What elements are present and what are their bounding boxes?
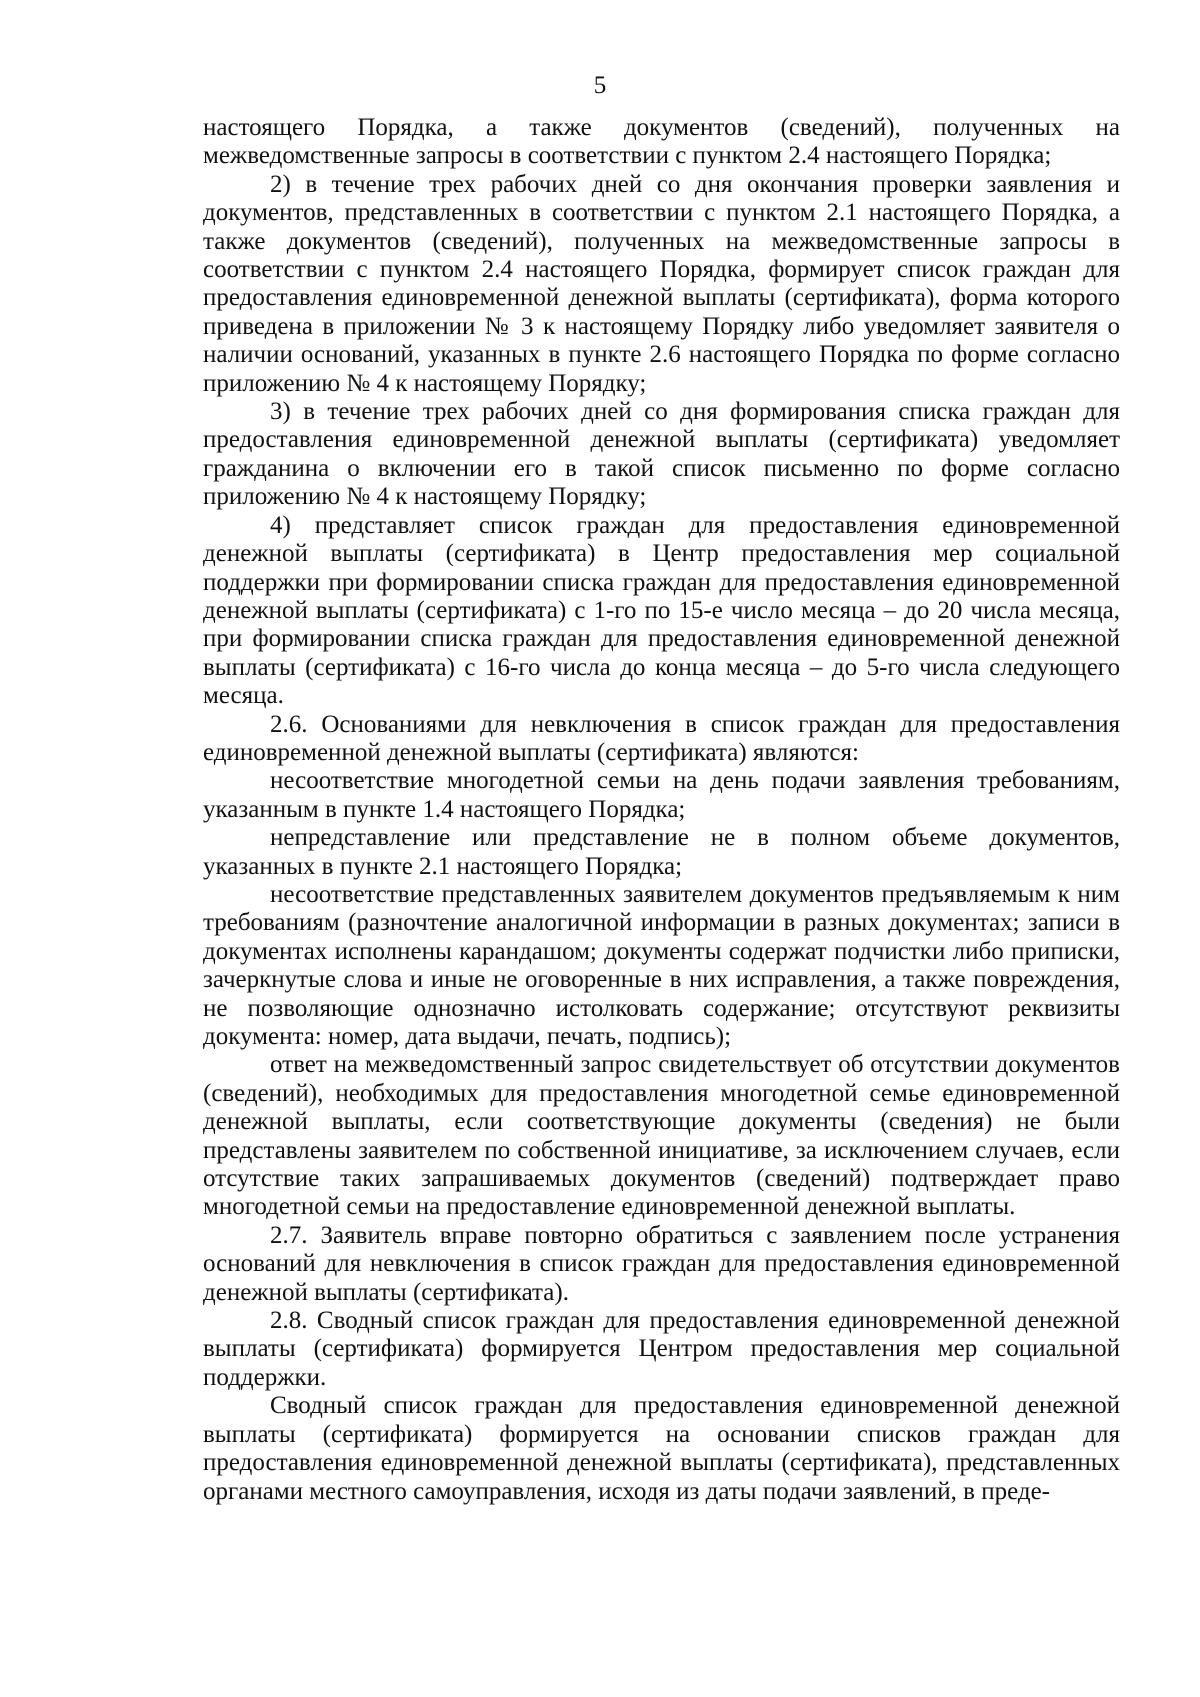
paragraph-continuation: настоящего Порядка, а также документов (сведений), полученных на межведомственные запросы в соответствии с пунктом 2.4 настоящего Порядка; (203, 114, 1120, 170)
paragraph-ground-4: ответ на межведомственный запрос свидетельствует об отсутствии документов (сведений), необходимых для предоставления многодетной семье единовременной денежной выплаты, если соответствующие документы (сведения) не были представлены заявителем по собственной инициативе, за исключением случаев, если отсутствие таких запрашиваемых документов (сведений) подтверждает право многодетной семьи на предоставление единовременной денежной выплаты. (203, 1051, 1120, 1221)
paragraph-section-2-6: 2.6. Основаниями для невключения в список граждан для предоставления единовременной денежной выплаты (сертификата) являются: (203, 710, 1120, 766)
paragraph-ground-2: непредставление или представление не в полном объеме документов, указанных в пункте 2.1 настоящего Порядка; (203, 824, 1120, 880)
paragraph-item-4: 4) представляет список граждан для предоставления единовременной денежной выплаты (сертификата) в Центр предоставления мер социальной поддержки при формировании списка граждан для предоставления единовременной денежной выплаты (сертификата) с 1-го по 15-е число месяца – до 20 числа месяца, при формировании списка граждан для предоставления единовременной денежной выплаты (сертификата) с 16-го числа до конца месяца – до 5-го числа следующего месяца. (203, 511, 1120, 710)
page-number: 5 (593, 72, 607, 99)
document-body (203, 114, 1120, 1506)
paragraph-item-2: 2) в течение трех рабочих дней со дня окончания проверки заявления и документов, представленных в соответствии с пунктом 2.1 настоящего Порядка, а также документов (сведений), полученных на межведомственные запросы в соответствии с пунктом 2.4 настоящего Порядка, формирует список граждан для предоставления единовременной денежной выплаты (сертификата), форма которого приведена в приложении № 3 к настоящему Порядку либо уведомляет заявителя о наличии оснований, указанных в пункте 2.6 настоящего Порядка по форме согласно приложению № 4 к настоящему Порядку; (203, 170, 1120, 397)
paragraph-section-2-8: 2.8. Сводный список граждан для предоставления единовременной денежной выплаты (сертификата) формируется Центром предоставления мер социальной поддержки. (203, 1307, 1120, 1391)
paragraph-ground-3: несоответствие представленных заявителем документов предъявляемым к ним требованиям (разночтение аналогичной информации в разных документах; записи в документах исполнены карандашом; документы содержат подчистки либо приписки, зачеркнутые слова и иные не оговоренные в них исправления, а также повреждения, не позволяющие однозначно истолковать содержание; отсутствуют реквизиты документа: номер, дата выдачи, печать, подпись); (203, 880, 1120, 1050)
paragraph-section-2-7: 2.7. Заявитель вправе повторно обратиться с заявлением после устранения оснований для невключения в список граждан для предоставления единовременной денежной выплаты (сертификата). (203, 1221, 1120, 1306)
paragraph-item-3: 3) в течение трех рабочих дней со дня формирования списка граждан для предоставления единовременной денежной выплаты (сертификата) уведомляет гражданина о включении его в такой список письменно по форме согласно приложению № 4 к настоящему Порядку; (203, 398, 1120, 511)
paragraph-ground-1: несоответствие многодетной семьи на день подачи заявления требованиям, указанным в пункте 1.4 настоящего Порядка; (203, 767, 1120, 823)
paragraph-consolidated-list: Сводный список граждан для предоставления единовременной денежной выплаты (сертификата) формируется на основании списков граждан для предоставления единовременной денежной выплаты (сертификата), представленных органами местного самоуправления, исходя из даты подачи заявлений, в преде- (203, 1392, 1120, 1505)
